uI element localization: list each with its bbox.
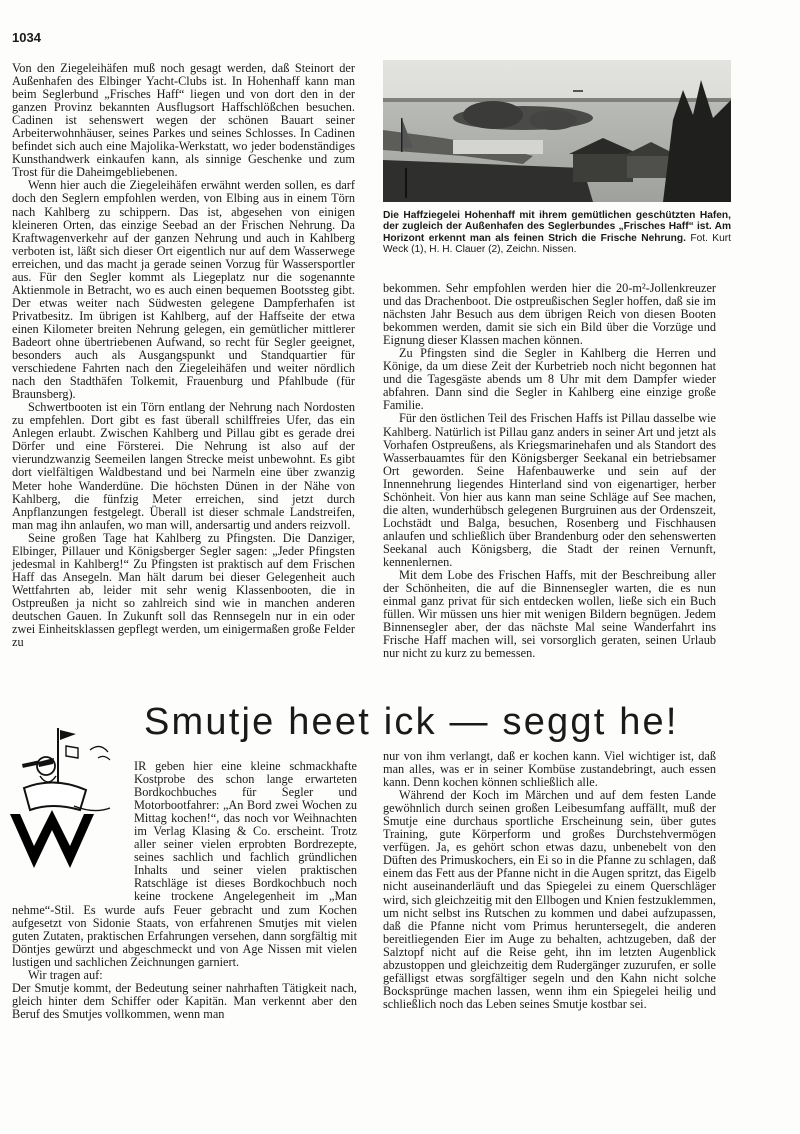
paragraph: Mit dem Lobe des Frischen Haffs, mit der Beschreibung aller der Schönheiten, die auf die Binnensegler warten, die es nun einmal ganz privat für sich entdecken wollen, ließe sich ein Buch füllen. Wir müssen uns hier mit wenigen Bildern begnügen. Jedem Binnensegler aber, der das nächste Mal seine Wanderfahrt ins Frische Haff machen will, sei vorsorglich geraten, seinen Urlaub nur nicht zu kurz zu bemessen. (383, 568, 716, 661)
illustration-wrap-space (12, 760, 134, 903)
photo-credit: Fot. Kurt Weck (1), H. H. Clauer (2), Zeichn. Nissen. (383, 232, 731, 256)
paragraph: Von den Ziegeleihäfen muß noch gesagt werden, daß Steinort der Außenhafen des Elbinger Yacht-Clubs ist. In Hohenhaff kann man beim Seglerbund „Frisches Haff“ liegen und von dort den in der ganzen Provinz bekannten Ausflugsort Haffschlößchen besuchen. Cadinen ist sehenswert wegen der schönen Bauart seiner Arbeiterwohnhäuser, seines Parkes und seines Schlosses. In Cadinen befindet sich auch eine Majolika-Werkstatt, wo jeder bodenständiges Kunsthandwerk einkaufen kann, als sinnige Geschenke und zum Trost für die Daheimgebliebenen. (12, 61, 355, 180)
paragraph: Wenn hier auch die Ziegeleihäfen erwähnt werden sollen, es darf doch den Seglern empfohlen werden, von Elbing aus in einem Törn nach Kahlberg zu schippern. Das ist, abgesehen von einigen kleineren Orten, das einzige Seebad an der Frischen Nehrung. Da Kraftwagenverkehr auf der ganzen Nehrung und auch in Kahlberg verboten ist, läßt sich dieser Ort eigentlich nur auf dem Wasserwege erreichen, und das macht ja gerade seinen Vorzug für Wassersportler aus. Für den Segler kommt als Liegeplatz nur die sogenannte Aktienmole in Betracht, wo es auch einen bequemen Bootssteg gibt. Der etwas weiter nach Südwesten gelegene Dampferhafen ist Privatbesitz. Im übrigen ist Kahlberg, auf der Haffseite der etwa einen Kilometer breiten Nehrung gelegen, ein gemütlicher mittlerer Badeort ohne übertriebenen Aufwand, so recht für Segler geeignet, besonders auch als Ausgangspunkt und Standquartier für verschiedene Fahrten nach den Ziegeleihäfen und weiter nördlich nach den Stadthäfen Tolkemit, Frauenburg und Pfahlbude (für Braunsberg). (12, 178, 355, 402)
paragraph-intro: IR geben hier eine kleine schmackhafte Kostprobe des schon lange erwarteten Bordkochbuches für Segler und Motorbootfahrer: „An Bord zwei Wochen zu Mittag kochen!“, das noch vor Weihnachten im Verlag Klasing & Co. erscheint. Trotz aller seiner vielen erprobten Bordrezepte, seines sachlich und fachlich gründlichen Inhalts und seiner vielen praktischen Ratschläge ist dieses Bordkochbuch noch keine trockene Angelegenheit im „Man nehme“-Stil. Es wurde aufs Feuer gebracht und zum Kochen aufgesetzt von Sidonie Staats, von erfahrenen Smutjes mit vielen guten Zutaten, praktischen Erfahrungen versehen, dann sorgfältig mit Döntjes gewürzt und abgeschmeckt und von Age Nissen mit vielen lustigen und sachlichen Zeichnungen garniert. (12, 759, 357, 969)
paragraph: nur von ihm verlangt, daß er kochen kann. Viel wichtiger ist, daß man alles, was er in seiner Kombüse zustandebringt, auch essen kann. Denn kochen können schließlich alle. (383, 749, 716, 790)
article-column-3 (12, 760, 357, 1021)
paragraph: Zu Pfingsten sind die Segler in Kahlberg die Herren und Könige, da um diese Zeit der Kurbetrieb noch nicht begonnen hat und die Tagesgäste abends um 8 Uhr mit dem Dampfer wieder abfahren. Dann sind die Segler in Kahlberg eine einzige große Familie. (383, 346, 716, 413)
paragraph: Während der Koch im Märchen und auf dem festen Lande gewöhnlich durch seinen großen Leibesumfang auffällt, muß der Smutje eine durchaus sportliche Erscheinung sein, über gutes Training, gute Körperform und großes Durchstehvermögen verfügen. Ja, es gehört schon etwas dazu, unbenebelt von den Düften des Primuskochers, ein Ei so in die Pfanne zu schlagen, daß einem das Fett aus der Pfanne nicht in die Augen spritzt, das Eigelb nicht auseinanderläuft und das Spiegelei zu einem Querschläger wird, sich gleichzeitig mit den Ellbogen und Knien festzuklemmen, um nicht selbst ins Rutschen zu kommen und dabei aufzupassen, daß die Pfanne nicht vom Primus heruntersegelt, die anderen bereitliegenden Eier im Auge zu behalten, achtzugeben, daß der Salztopf nicht auf die Reise geht, ihn im letzten Augenblick abzustoppen und gleichzeitig dem Rudergänger zuzurufen, er solle gefälligst etwas sorgfältiger segeln und den Kahn nicht solche Bocksprünge machen lassen, wenn ihm ein Spiegelei heilig und schließlich noch das Leben seines Smutje kostbar sei. (383, 788, 716, 1011)
paragraph: Für den östlichen Teil des Frischen Haffs ist Pillau dasselbe wie Kahlberg. Natürlich ist Pillau ganz anders in seiner Art und jetzt als Vorhafen Ostpreußens, als Kriegsmarinehafen und als Standort des Wasserbauamtes für den Königsberger Seekanal ein betriebsamer Ort geworden. Seine Hafenbauwerke und sein auf der Innennehrung liegendes Hinterland sind von eigenartiger, herber Schönheit. Von hier aus kann man seine Schläge auf See machen, die alten, wunderhübsch gelegenen Burgruinen aus der Ordenszeit, Lochstädt und Balga, besuchen, Rosenberg und Fischhausen anlaufen und schließlich über Brandenburg oder den sehenswerten Seekanal auch Königsberg, die Stadt der reinen Vernunft, kennenlernen. (383, 411, 716, 569)
paragraph: Wir tragen auf: (28, 967, 103, 982)
paragraph: bekommen. Sehr empfohlen werden hier die 20-m²-Jollenkreuzer und das Drachenboot. Die ostpreußischen Segler hoffen, daß sie im nächsten Jahr Besuch aus dem übrigen Reich von diesen Booten bekommen werden, damit sie sich ein Bild über die Vorzüge und Eignung dieser Klassen machen können. (383, 281, 716, 348)
paragraph: Der Smutje kommt, der Bedeutung seiner nahrhaften Tätigkeit nach, gleich hinter dem Schiffer oder Kapitän. Man verkennt aber den Beruf des Smutjes vollkommen, wenn man (12, 980, 357, 1021)
harbor-photo (383, 60, 731, 202)
page-number: 1034 (12, 30, 41, 45)
caption-text: Die Haffziegelei Hohenhaff mit ihrem gemütlichen geschützten Hafen, der zugleich der Außenhafen des Seglerbundes „Frisches Haff“ ist. Am Horizont erkennt man als feinen Strich die Frische Nehrung. (383, 210, 731, 244)
article-column-2 (383, 282, 716, 660)
article-column-4 (383, 750, 716, 1011)
article-headline: Smutje heet ick — seggt he! (144, 701, 679, 743)
photo-caption (383, 210, 731, 256)
paragraph: Schwertbooten ist ein Törn entlang der Nehrung nach Nordosten zu empfehlen. Dort gibt es fast überall schilffreies Ufer, das ein Anlegen erlaubt. Zwischen Kahlberg und Pillau gibt es gerade drei Dörfer und eine Försterei. Die Nehrung ist also auf der vierundzwanzig Seemeilen langen Strecke meist unbewohnt. Es gibt dort vielfältigen Waldbestand und bei Narmeln eine über zwanzig Meter hohe Wanderdüne. Die höchsten Dünen in der Nähe von Kahlberg, die fünfzig Meter erreichen, sind jetzt durch Anpflanzungen festgelegt. Überall ist dieser schmale Landstreifen, man mag ihn anlaufen, wo man will, andersartig und anders reizvoll. (12, 400, 355, 532)
paragraph: Seine großen Tage hat Kahlberg zu Pfingsten. Die Danziger, Elbinger, Pillauer und Königsberger Segler sagen: „Jeder Pfingsten jedesmal in Kahlberg!“ Zu Pfingsten ist praktisch auf dem Frischen Haff das Ansegeln. Man hält darum bei dieser Gelegenheit auch Wettfahrten ab, leider mit sehr wenig Klassenbooten, die in Ostpreußen ja nicht so zahlreich sind wie in manchen anderen deutschen Gauen. In Zukunft soll das Rennsegeln nur in ein oder zwei Einheitsklassen gepflegt werden, um einigermaßen große Felder zu (12, 530, 355, 650)
article-column-1 (12, 62, 355, 649)
